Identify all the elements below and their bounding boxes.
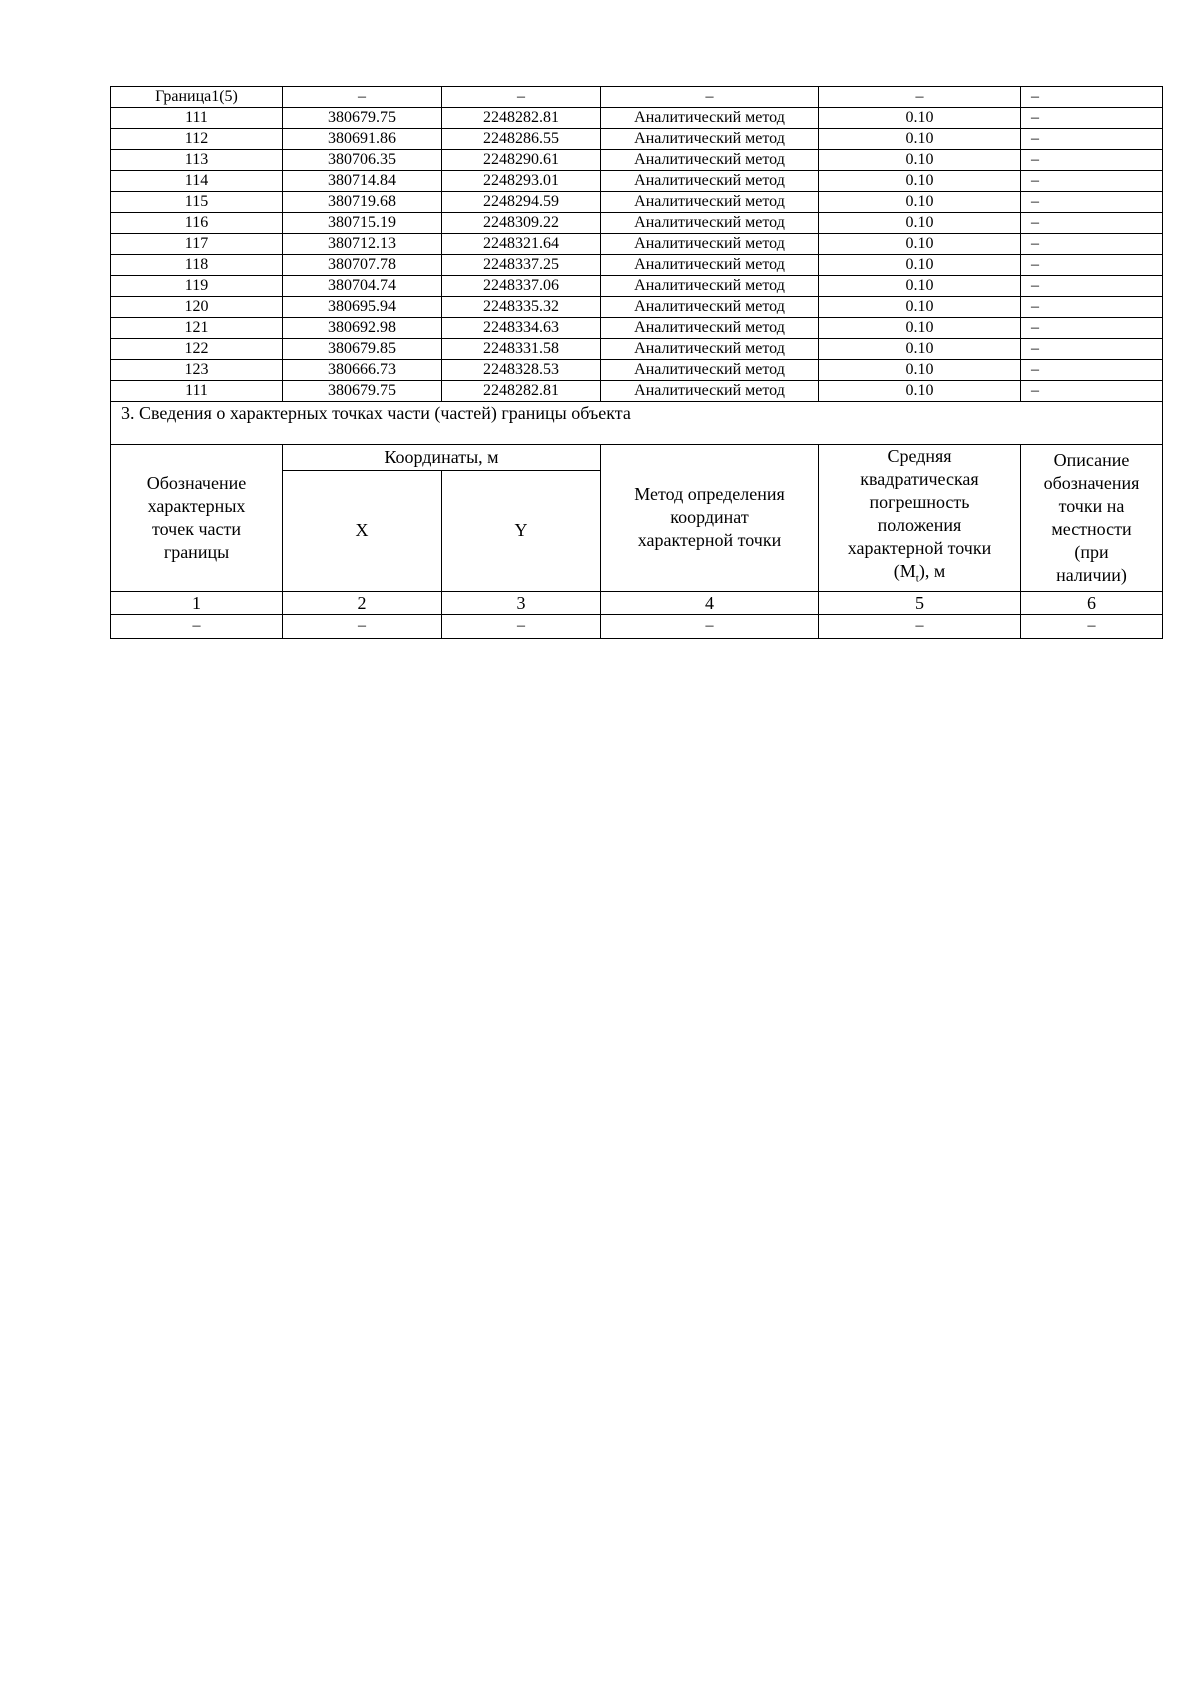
column-number: 2 [283, 591, 442, 614]
description-cell: – [1021, 234, 1163, 255]
point-number: 117 [111, 234, 283, 255]
coord-x: 380707.78 [283, 255, 442, 276]
coordinates-table [110, 86, 1163, 639]
dash-cell: – [819, 614, 1021, 638]
description-cell: – [1021, 213, 1163, 234]
header-row-1 [111, 445, 1163, 471]
coord-x: 380704.74 [283, 276, 442, 297]
error-cell: 0.10 [819, 297, 1021, 318]
point-number: 118 [111, 255, 283, 276]
coord-y: 2248321.64 [442, 234, 601, 255]
point-number: 112 [111, 129, 283, 150]
coord-y: 2248328.53 [442, 360, 601, 381]
table-row [111, 234, 1163, 255]
dash-cell: – [601, 614, 819, 638]
coord-x: 380679.85 [283, 339, 442, 360]
error-cell: 0.10 [819, 171, 1021, 192]
method-cell: Аналитический метод [601, 339, 819, 360]
point-number: 115 [111, 192, 283, 213]
method-cell: Аналитический метод [601, 129, 819, 150]
coord-x: 380715.19 [283, 213, 442, 234]
table-row [111, 171, 1163, 192]
column-number-row [111, 591, 1163, 614]
coord-y: 2248286.55 [442, 129, 601, 150]
empty-data-row [111, 614, 1163, 638]
table-row [111, 129, 1163, 150]
point-number: 113 [111, 150, 283, 171]
point-number: 114 [111, 171, 283, 192]
column-number: 1 [111, 591, 283, 614]
table-row [111, 360, 1163, 381]
header-designation: Обозначение характерных точек части границы [111, 445, 283, 592]
dash-cell: – [283, 614, 442, 638]
table-row [111, 213, 1163, 234]
table-row [111, 108, 1163, 129]
description-cell: – [1021, 339, 1163, 360]
border-label: Граница1(5) [111, 87, 283, 108]
description-cell: – [1021, 360, 1163, 381]
error-cell: 0.10 [819, 192, 1021, 213]
coord-y: 2248334.63 [442, 318, 601, 339]
description-cell: – [1021, 297, 1163, 318]
coord-y: 2248282.81 [442, 108, 601, 129]
method-cell: Аналитический метод [601, 192, 819, 213]
section-3-title: 3. Сведения о характерных точках части (частей) границы объекта [111, 402, 1163, 445]
section-3-row [111, 402, 1163, 445]
coord-y: 2248290.61 [442, 150, 601, 171]
dash-cell: – [1021, 614, 1163, 638]
header-description: Описание обозначения точки на местности (при наличии) [1021, 445, 1163, 592]
header-y: Y [442, 471, 601, 592]
error-cell: 0.10 [819, 318, 1021, 339]
column-number: 3 [442, 591, 601, 614]
error-cell: 0.10 [819, 108, 1021, 129]
coord-y: 2248293.01 [442, 171, 601, 192]
error-cell: 0.10 [819, 213, 1021, 234]
table-row [111, 150, 1163, 171]
dash-cell: – [601, 87, 819, 108]
error-cell: 0.10 [819, 150, 1021, 171]
column-number: 4 [601, 591, 819, 614]
error-cell: 0.10 [819, 339, 1021, 360]
column-number: 6 [1021, 591, 1163, 614]
method-cell: Аналитический метод [601, 297, 819, 318]
coord-y: 2248337.06 [442, 276, 601, 297]
dash-cell: – [283, 87, 442, 108]
dash-cell: – [111, 614, 283, 638]
coord-y: 2248331.58 [442, 339, 601, 360]
table-row [111, 255, 1163, 276]
method-cell: Аналитический метод [601, 276, 819, 297]
dash-cell: – [442, 614, 601, 638]
table-row [111, 192, 1163, 213]
coord-x: 380692.98 [283, 318, 442, 339]
error-cell: 0.10 [819, 129, 1021, 150]
description-cell: – [1021, 108, 1163, 129]
table-row [111, 381, 1163, 402]
table-row [111, 276, 1163, 297]
description-cell: – [1021, 171, 1163, 192]
point-number: 111 [111, 381, 283, 402]
method-cell: Аналитический метод [601, 360, 819, 381]
point-number: 120 [111, 297, 283, 318]
method-cell: Аналитический метод [601, 150, 819, 171]
coord-y: 2248309.22 [442, 213, 601, 234]
method-cell: Аналитический метод [601, 318, 819, 339]
dash-cell: – [819, 87, 1021, 108]
coord-y: 2248335.32 [442, 297, 601, 318]
table-row [111, 297, 1163, 318]
method-cell: Аналитический метод [601, 255, 819, 276]
method-cell: Аналитический метод [601, 381, 819, 402]
header-method: Метод определения координат характерной точки [601, 445, 819, 592]
column-number: 5 [819, 591, 1021, 614]
method-cell: Аналитический метод [601, 171, 819, 192]
point-number: 122 [111, 339, 283, 360]
border-label-row [111, 87, 1163, 108]
error-cell: 0.10 [819, 360, 1021, 381]
point-number: 119 [111, 276, 283, 297]
coord-y: 2248282.81 [442, 381, 601, 402]
description-cell: – [1021, 276, 1163, 297]
method-cell: Аналитический метод [601, 213, 819, 234]
error-cell: 0.10 [819, 234, 1021, 255]
coord-x: 380695.94 [283, 297, 442, 318]
coord-x: 380719.68 [283, 192, 442, 213]
point-number: 123 [111, 360, 283, 381]
method-cell: Аналитический метод [601, 234, 819, 255]
description-cell: – [1021, 150, 1163, 171]
header-x: X [283, 471, 442, 592]
error-cell: 0.10 [819, 255, 1021, 276]
method-cell: Аналитический метод [601, 108, 819, 129]
point-number: 111 [111, 108, 283, 129]
error-cell: 0.10 [819, 276, 1021, 297]
error-cell: 0.10 [819, 381, 1021, 402]
description-cell: – [1021, 318, 1163, 339]
point-number: 116 [111, 213, 283, 234]
coord-x: 380706.35 [283, 150, 442, 171]
description-cell: – [1021, 381, 1163, 402]
coord-x: 380679.75 [283, 108, 442, 129]
coord-x: 380679.75 [283, 381, 442, 402]
table-row [111, 318, 1163, 339]
dash-cell: – [442, 87, 601, 108]
coord-x: 380714.84 [283, 171, 442, 192]
point-number: 121 [111, 318, 283, 339]
table-row [111, 339, 1163, 360]
coord-x: 380691.86 [283, 129, 442, 150]
coord-x: 380666.73 [283, 360, 442, 381]
coord-x: 380712.13 [283, 234, 442, 255]
description-cell: – [1021, 192, 1163, 213]
coord-y: 2248294.59 [442, 192, 601, 213]
header-coords: Координаты, м [283, 445, 601, 471]
coord-y: 2248337.25 [442, 255, 601, 276]
header-error: Средняя квадратическая погрешность положения характерной точки $(M_t)$, м [819, 445, 1021, 592]
dash-cell: – [1021, 87, 1163, 108]
description-cell: – [1021, 255, 1163, 276]
description-cell: – [1021, 129, 1163, 150]
